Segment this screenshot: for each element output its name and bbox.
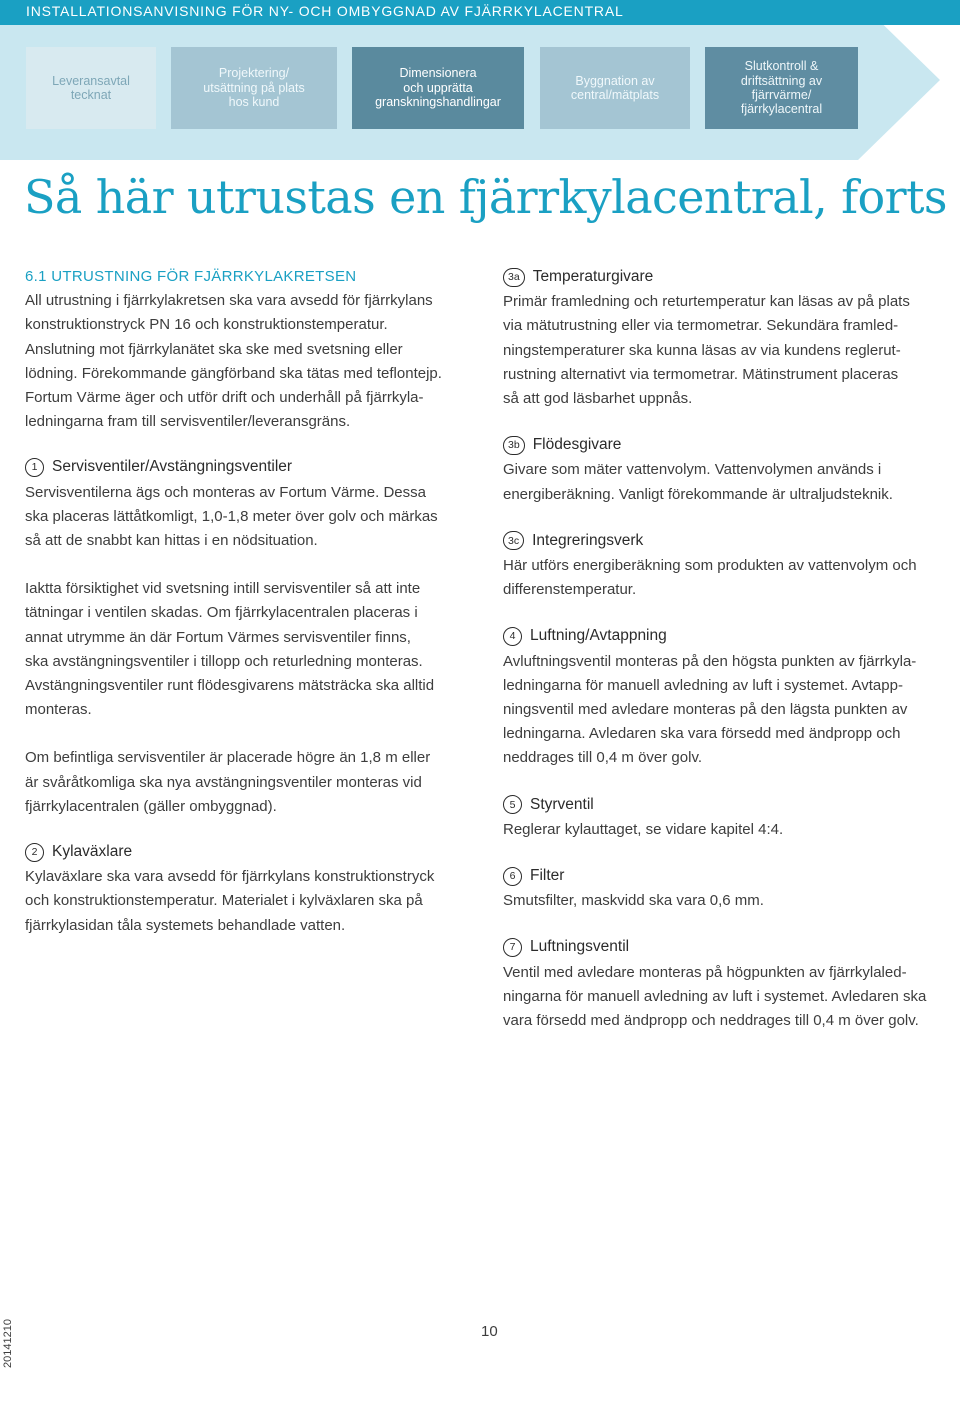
step-text: Byggnation av	[575, 73, 655, 88]
item-title: Luftning/Avtappning	[530, 627, 667, 645]
text-line: Iaktta försiktighet vid svetsning intill servisventiler så att inte	[25, 580, 421, 598]
text-line: Ventil med avledare monteras på högpunkten av fjärrkylaled-	[503, 963, 907, 981]
text-line: så att god läsbarhet uppnås.	[503, 390, 693, 408]
item-number-badge: 3b	[503, 436, 525, 455]
text-line: och konstruktionstemperatur. Materialet i kylväxlaren ska på	[25, 892, 423, 910]
item-luftning-avtappning	[503, 624, 960, 770]
spacer	[25, 553, 480, 577]
item-heading	[503, 935, 960, 959]
spacer	[503, 507, 960, 529]
item-number-badge: 2	[25, 843, 44, 862]
text-line: annat utrymme än där Fortum Värmes servisventiler finns,	[25, 628, 411, 646]
item-luftningsventil	[503, 935, 960, 1033]
text-line: ledningarna fram till servisventiler/leveransgräns.	[25, 413, 351, 431]
item-integreringsverk	[503, 529, 960, 603]
step-text: hos kund	[228, 95, 280, 110]
text-line: Servisventilerna ägs och monteras av Fortum Värme. Dessa	[25, 483, 426, 501]
item-title: Kylaväxlare	[52, 843, 133, 861]
item-number-badge: 7	[503, 938, 522, 957]
item-styrventil	[503, 793, 960, 842]
item-heading	[25, 840, 480, 864]
text-line: Avstängningsventiler runt flödesgivarens mätsträcka ska alltid	[25, 677, 435, 695]
item-flodesgivare	[503, 433, 960, 507]
step-text: Leveransavtal	[52, 73, 130, 88]
item-title: Flödesgivare	[532, 436, 622, 454]
text-line: Givare som mäter vattenvolym. Vattenvolymen används i	[503, 461, 882, 479]
text-line: fjärrkylacentralen (gäller ombyggnad).	[25, 797, 277, 815]
date-code: 20141210	[2, 1319, 14, 1368]
document-header-title: INSTALLATIONSANVISNING FÖR NY- OCH OMBYGGNAD AV FJÄRRKYLACENTRAL	[26, 3, 624, 19]
process-step-4	[540, 47, 690, 129]
text-line: Smutsfilter, maskvidd ska vara 0,6 mm.	[503, 892, 764, 910]
text-line: ledningarna för manuell avledning av luft i systemet. Avtapp-	[503, 676, 903, 694]
date-code-container	[2, 1319, 14, 1420]
item-filter	[503, 864, 960, 913]
text-line: lödning. Förekommande gängförband ska tätas med teflontejp.	[25, 364, 442, 382]
step-text: Projektering/	[218, 66, 290, 81]
process-step-1	[26, 47, 156, 129]
text-line: vara försedd med ändpropp och neddrages till 0,4 m över golv.	[503, 1012, 919, 1030]
right-column	[503, 265, 960, 1033]
spacer	[503, 842, 960, 864]
left-column	[25, 265, 480, 938]
item-servisventiler	[25, 455, 480, 819]
text-line: ska placeras lättåtkomligt, 1,0-1,8 meter över golv och märkas	[25, 507, 438, 525]
page-number: 10	[481, 1323, 498, 1340]
item-number-badge: 6	[503, 867, 522, 886]
item-title: Luftningsventil	[530, 938, 630, 956]
text-line: ledningarna. Avledaren ska vara försedd med ändpropp och	[503, 725, 901, 743]
spacer	[25, 819, 480, 840]
step-text: tecknat	[70, 88, 112, 102]
text-line: Kylaväxlare ska vara avsedd för fjärrkylans konstruktionstryck	[25, 868, 435, 886]
text-line: Här utförs energiberäkning som produkten av vattenvolym och	[503, 557, 917, 575]
item-heading	[503, 864, 960, 888]
item-number-badge: 3a	[503, 268, 525, 287]
item-temperaturgivare	[503, 265, 960, 411]
item-heading	[503, 433, 960, 457]
page-title: Så här utrustas en fjärrkylacentral, forts	[24, 170, 947, 224]
text-line: via mätutrustning eller via termometrar. Sekundära framled-	[503, 317, 899, 335]
text-line: fjärrkylasidan tåla systemets behandlade vatten.	[25, 916, 346, 934]
step-text: utsättning på plats	[203, 80, 305, 95]
text-line: monteras.	[25, 701, 92, 719]
process-step-3-active	[352, 47, 524, 129]
item-heading	[503, 793, 960, 817]
text-line: Anslutning mot fjärrkylanätet ska ske med svetsning eller	[25, 340, 403, 358]
item-number-badge: 1	[25, 458, 44, 477]
text-line: tätningar i ventilen skadas. Om fjärrkylacentralen placeras i	[25, 604, 418, 622]
step-text: fjärrkylacentral	[740, 102, 823, 117]
spacer	[503, 913, 960, 935]
text-line: ska avstängningsventiler i tillopp och returledning monteras.	[25, 652, 423, 670]
spacer	[25, 722, 480, 746]
step-text: driftsättning av	[740, 73, 823, 88]
item-heading	[25, 455, 480, 479]
item-title: Filter	[530, 867, 565, 885]
spacer	[503, 411, 960, 433]
text-line: Reglerar kylauttaget, se vidare kapitel 4:4.	[503, 820, 784, 838]
text-line: neddrages till 0,4 m över golv.	[503, 749, 702, 767]
text-line: Fortum Värme äger och utför drift och underhåll på fjärrkyla-	[25, 389, 424, 407]
step-text: fjärrvärme/	[751, 88, 812, 102]
item-heading	[503, 624, 960, 648]
step-text: och upprätta	[403, 80, 473, 95]
text-line: differenstemperatur.	[503, 581, 637, 599]
process-step-5	[705, 47, 858, 129]
item-title: Styrventil	[530, 795, 594, 813]
step-text: central/mätplats	[570, 88, 660, 102]
text-line: All utrustning i fjärrkylakretsen ska vara avsedd för fjärrkylans	[25, 292, 433, 310]
step-text: Dimensionera	[399, 66, 477, 81]
header-bar	[0, 0, 960, 25]
item-heading	[503, 265, 960, 289]
section-heading: 6.1 UTRUSTNING FÖR FJÄRRKYLAKRETSEN	[25, 268, 357, 285]
text-line: ningarna för manuell avledning av luft i systemet. Avledaren ska	[503, 987, 927, 1005]
step-text: granskningshandlingar	[375, 95, 501, 110]
text-line: Primär framledning och returtemperatur kan läsas av på plats	[503, 293, 910, 311]
text-line: Avluftningsventil monteras på den högsta punkten av fjärrkyla-	[503, 652, 917, 670]
text-line: så att de snabbt kan hittas i en nödsituation.	[25, 532, 318, 550]
item-number-badge: 3c	[503, 531, 524, 550]
item-title: Servisventiler/Avstängningsventiler	[52, 458, 293, 476]
spacer	[503, 602, 960, 624]
text-line: ningstemperaturer ska kunna läsas av via kundens reglerut-	[503, 341, 901, 359]
item-number-badge: 5	[503, 795, 522, 814]
item-title: Temperaturgivare	[532, 268, 654, 285]
item-kylavaxlare	[25, 840, 480, 938]
item-title: Integreringsverk	[532, 531, 644, 549]
item-number-badge: 4	[503, 627, 522, 646]
section-intro	[25, 289, 480, 434]
process-step-2	[171, 47, 337, 129]
text-line: Om befintliga servisventiler är placerade högre än 1,8 m eller	[25, 749, 431, 767]
text-line: energiberäkning. Vanligt förekommande är ultraljudsteknik.	[503, 485, 893, 503]
step-text: Slutkontroll &	[744, 59, 819, 74]
text-line: är svåråtkomliga ska nya avstängningsventiler monteras vid	[25, 773, 422, 791]
text-line: rustning alternativt via termometrar. Mätinstrument placeras	[503, 365, 899, 383]
item-heading	[503, 529, 960, 553]
text-line: ningsventil med avledare monteras på den lägsta punkten av	[503, 701, 908, 719]
spacer	[25, 434, 480, 455]
spacer	[503, 771, 960, 793]
text-line: konstruktionstryck PN 16 och konstruktionstemperatur.	[25, 316, 388, 334]
